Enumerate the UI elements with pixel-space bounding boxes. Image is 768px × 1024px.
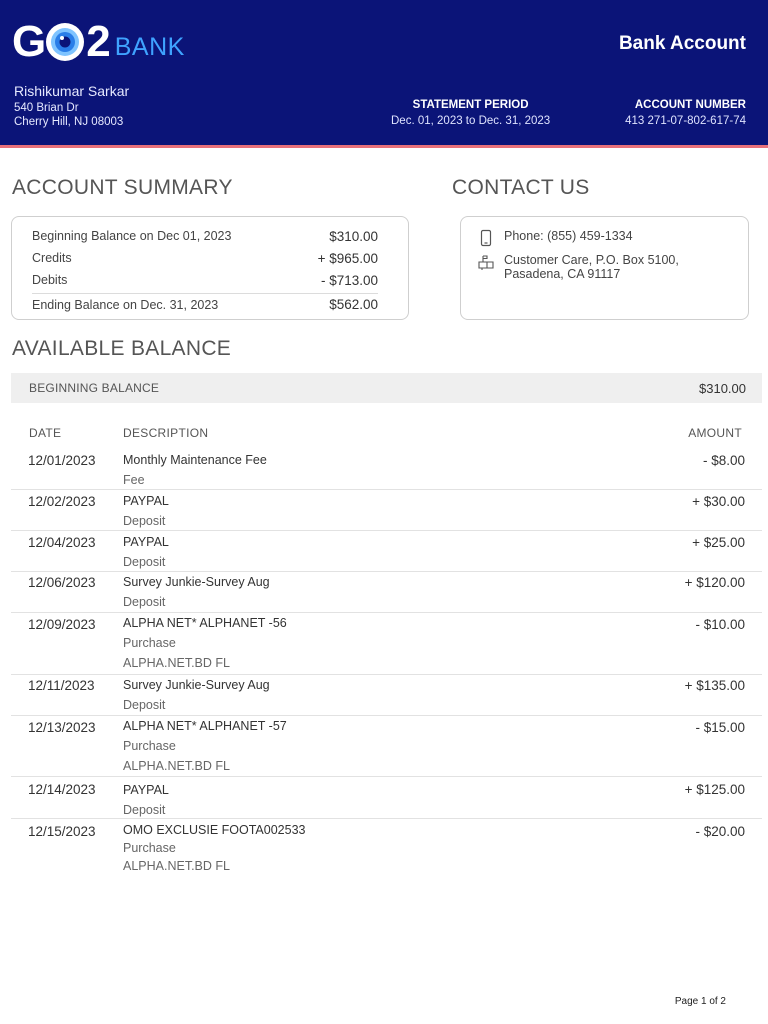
transaction-date: 12/04/2023: [28, 535, 96, 550]
transaction-type: Deposit: [123, 514, 166, 528]
summary-label: Beginning Balance on Dec 01, 2023: [32, 229, 232, 243]
transaction-type: Purchase: [123, 636, 176, 650]
transaction-merchant: ALPHA.NET.BD FL: [123, 656, 230, 670]
transaction-type: Deposit: [123, 803, 166, 817]
statement-period: [391, 99, 550, 127]
transaction-type: Purchase: [123, 841, 176, 855]
contact-phone: [477, 229, 732, 247]
account-number: [625, 99, 746, 127]
transaction-date: 12/02/2023: [28, 494, 96, 509]
transaction-title: ALPHA NET* ALPHANET -56: [123, 616, 287, 630]
beginning-balance-value: $310.00: [699, 380, 746, 396]
bank-logo: [12, 17, 185, 66]
summary-row-beginning: [32, 225, 378, 247]
transaction-title: Survey Junkie-Survey Aug: [123, 575, 270, 589]
contact-address: [477, 253, 732, 281]
transaction-description: [123, 491, 169, 531]
transaction-title: Monthly Maintenance Fee: [123, 453, 267, 467]
transaction-description: [123, 532, 169, 572]
transaction-title: ALPHA NET* ALPHANET -57: [123, 719, 287, 733]
transaction-description: [123, 450, 267, 490]
column-header-amount: AMOUNT: [688, 426, 742, 440]
transaction-description: [123, 675, 270, 715]
transaction-amount: - $20.00: [695, 824, 745, 839]
transaction-date: 12/06/2023: [28, 575, 96, 590]
transaction-merchant: ALPHA.NET.BD FL: [123, 859, 230, 873]
transaction-description: [123, 821, 305, 875]
beginning-balance-label: BEGINNING BALANCE: [29, 381, 160, 395]
page-number: Page 1 of 2: [674, 996, 726, 1007]
account-number-value: 413 271-07-802-617-74: [625, 115, 746, 127]
transaction-amount: + $25.00: [692, 535, 745, 550]
transaction-title: PAYPAL: [123, 783, 169, 797]
transaction-row: [11, 716, 762, 777]
column-header-date: DATE: [29, 426, 62, 440]
summary-value: - $713.00: [320, 272, 378, 288]
transaction-title: PAYPAL: [123, 494, 169, 508]
transaction-type: Deposit: [123, 698, 166, 712]
transaction-type: Purchase: [123, 739, 176, 753]
summary-value: $310.00: [329, 228, 378, 244]
summary-row-credits: [32, 247, 378, 269]
transaction-row: [11, 450, 762, 490]
available-balance-title: AVAILABLE BALANCE: [12, 337, 232, 360]
transaction-merchant: ALPHA.NET.BD FL: [123, 759, 230, 773]
contact-us-title: CONTACT US: [452, 176, 590, 199]
transaction-date: 12/14/2023: [28, 782, 96, 797]
summary-row-debits: [32, 269, 378, 291]
logo-eye-icon: [45, 22, 85, 62]
account-summary-card: [11, 216, 409, 320]
transaction-date: 12/15/2023: [28, 824, 96, 839]
transaction-amount: - $10.00: [695, 617, 745, 632]
transaction-list: [11, 450, 762, 881]
customer-name: Rishikumar Sarkar: [14, 83, 130, 99]
account-number-label: ACCOUNT NUMBER: [634, 99, 746, 111]
transaction-row: [11, 613, 762, 675]
transaction-title: OMO EXCLUSIE FOOTA002533: [123, 823, 306, 837]
transaction-row: [11, 490, 762, 531]
summary-label: Debits: [32, 273, 68, 287]
transaction-row: [11, 819, 762, 881]
summary-label: Credits: [32, 251, 72, 265]
transaction-amount: + $120.00: [684, 575, 745, 590]
summary-value: $562.00: [329, 297, 378, 312]
beginning-balance-row: [11, 373, 762, 403]
transaction-amount: - $15.00: [695, 720, 745, 735]
transaction-title: PAYPAL: [123, 535, 169, 549]
transaction-description: [123, 572, 270, 612]
statement-period-value: Dec. 01, 2023 to Dec. 31, 2023: [391, 115, 551, 127]
transaction-description: [123, 613, 287, 673]
transaction-row: [11, 675, 762, 716]
transaction-amount: + $30.00: [692, 494, 745, 509]
transaction-type: Fee: [123, 473, 145, 487]
statement-period-label: STATEMENT PERIOD: [412, 99, 529, 111]
transaction-date: 12/11/2023: [28, 678, 95, 693]
transaction-amount: + $135.00: [684, 678, 745, 693]
contact-card: [460, 216, 749, 320]
document-type: Bank Account: [618, 33, 746, 54]
account-summary-title: ACCOUNT SUMMARY: [12, 176, 233, 199]
transaction-amount: + $125.00: [684, 782, 745, 797]
mailbox-icon: [477, 253, 495, 271]
header-divider: [0, 145, 768, 148]
transaction-date: 12/01/2023: [28, 453, 96, 468]
transaction-description: [123, 780, 169, 820]
contact-phone-text[interactable]: Phone: (855) 459-1334: [504, 229, 633, 243]
transaction-type: Deposit: [123, 555, 166, 569]
transaction-date: 12/09/2023: [28, 617, 96, 632]
customer-address-line2: Cherry Hill, NJ 08003: [14, 116, 124, 128]
transaction-row: [11, 531, 762, 572]
transaction-row: [11, 777, 762, 819]
logo-bank-text: BANK: [114, 33, 185, 61]
transaction-row: [11, 572, 762, 613]
transaction-description: [123, 716, 287, 776]
statement-header: [0, 0, 768, 145]
summary-label: Ending Balance on Dec. 31, 2023: [32, 297, 219, 312]
logo-digit-2: 2: [86, 17, 109, 66]
contact-address-line2: Pasadena, CA 91117: [504, 267, 621, 281]
phone-icon: [477, 229, 495, 247]
logo-letter-g: G: [12, 17, 45, 66]
transaction-title: Survey Junkie-Survey Aug: [123, 678, 270, 692]
contact-address-line1: Customer Care, P.O. Box 5100,: [504, 253, 679, 267]
column-header-description: DESCRIPTION: [123, 426, 209, 440]
transaction-amount: - $8.00: [702, 453, 745, 468]
summary-row-ending: [32, 293, 378, 315]
transaction-date: 12/13/2023: [28, 720, 96, 735]
customer-address-line1: 540 Brian Dr: [14, 102, 79, 114]
customer-info: [14, 83, 129, 128]
transaction-type: Deposit: [123, 595, 166, 609]
summary-value: + $965.00: [317, 250, 378, 266]
